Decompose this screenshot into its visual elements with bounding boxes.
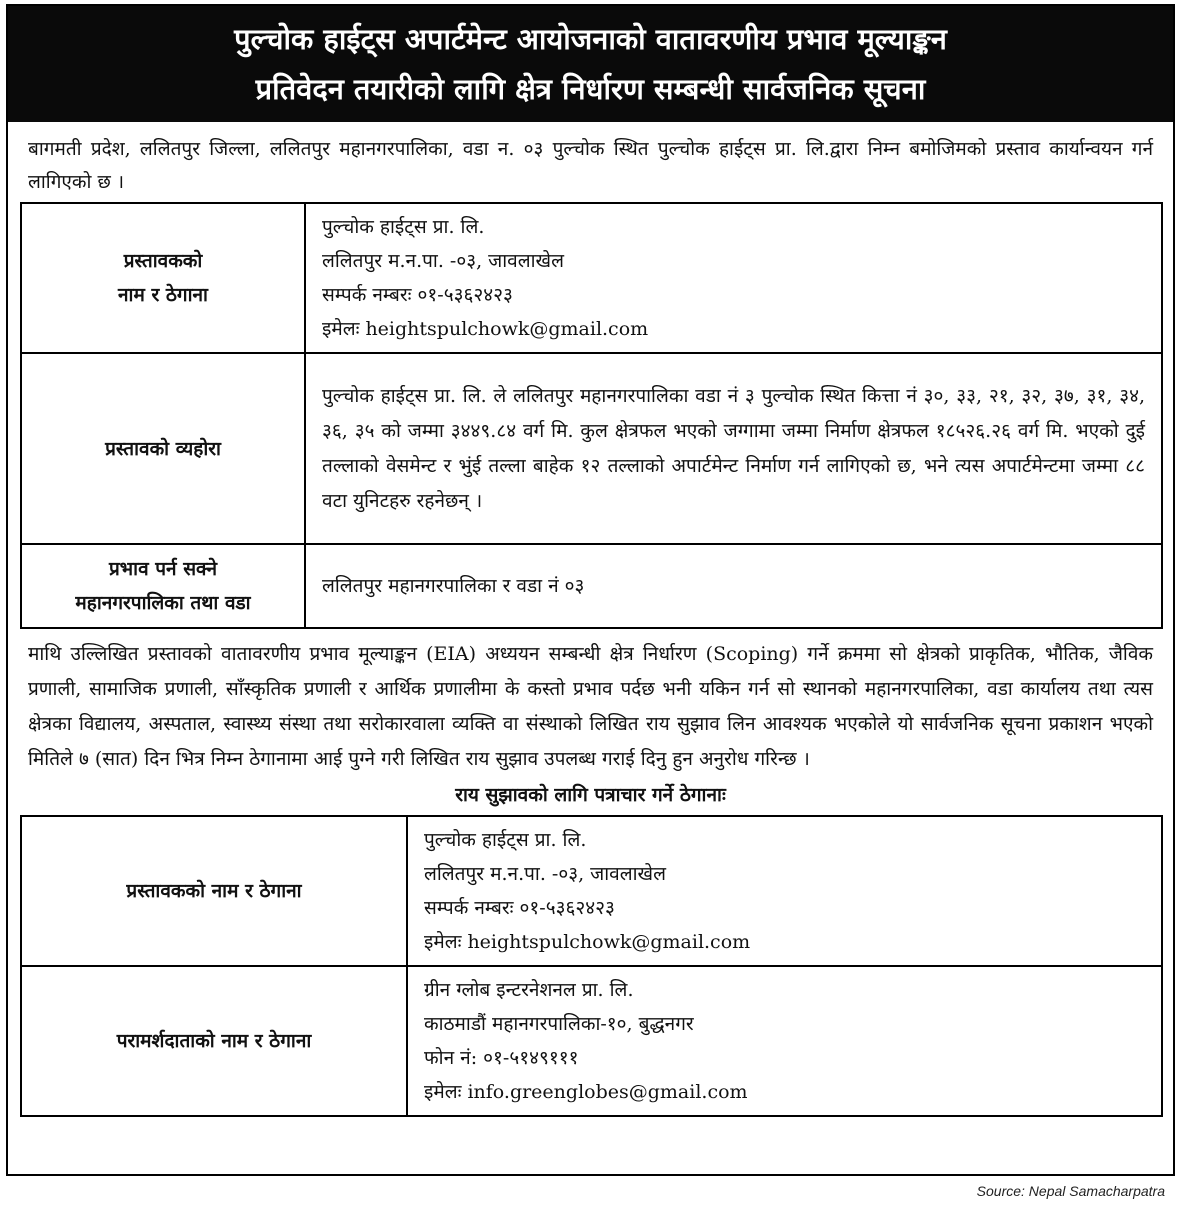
consultant-phone: फोन नं: ०१-५१४९१११ [424, 1047, 579, 1069]
intro-paragraph: बागमती प्रदेश, ललितपुर जिल्ला, ललितपुर महानगरपालिका, वडा न. ०३ पुल्चोक स्थित पुल्चोक हाईट्स प्रा. लि.द्वारा निम्न बमोजिमको प्रस्ताव कार्यान्वयन गर्न लागिएको छ । [28, 138, 1153, 193]
proposer-label-line-2: नाम र ठेगाना [118, 284, 208, 306]
proposer-email: इमेलः heightspulchowk@gmail.com [322, 318, 649, 340]
source-credit: Source: Nepal Samacharpatra [976, 1183, 1165, 1199]
description-text: पुल्चोक हाईट्स प्रा. लि. ले ललितपुर महानगरपालिका वडा नं ३ पुल्चोक स्थित कित्ता नं ३०, ३३, २१, ३२, ३७, ३१, ३४, ३६, ३५ को जम्मा ३४४९.८४ वर्ग मि. कुल क्षेत्रफल भएको जग्गामा जम्मा निर्माण क्षेत्रफल १८५२६.२६ वर्ग मि. भएको दुई तल्लाको वेसमेन्ट र भुंई तल्ला बाहेक १२ तल्लाको अपार्टमेन्ट निर्माण गर्न लागिएको छ, भने त्यस अपार्टमेन्टमा जम्मा ८८ वटा युनिटहरु रहनेछन् । [305, 353, 1162, 544]
header-title-line-2: प्रतिवेदन तयारीको लागि क्षेत्र निर्धारण सम्बन्धी सार्वजनिक सूचना [255, 72, 926, 106]
description-label: प्रस्तावको व्यहोरा [21, 353, 305, 544]
proposer-details [305, 203, 1162, 353]
table-row [21, 966, 1162, 1116]
consultant-details [407, 966, 1162, 1116]
table-row [21, 544, 1162, 628]
contact-proposer-address: ललितपुर म.न.पा. -०३, जावलाखेल [424, 863, 666, 885]
header-title-line-1: पुल्चोक हाईट्स अपार्टमेन्ट आयोजनाको वातावरणीय प्रभाव मूल्याङ्कन [234, 22, 947, 56]
affected-area-label [21, 544, 305, 628]
proposer-label [21, 203, 305, 353]
proposer-name: पुल्चोक हाईट्स प्रा. लि. [322, 216, 485, 238]
contact-proposer-details [407, 816, 1162, 966]
contact-proposer-phone: सम्पर्क नम्बरः ०१-५३६२४२३ [424, 897, 615, 919]
consultant-address: काठमाडौं महानगरपालिका-१०, बुद्धनगर [424, 1013, 694, 1035]
contact-table [20, 815, 1163, 1117]
table-row [21, 203, 1162, 353]
affected-area-value: ललितपुर महानगरपालिका र वडा नं ०३ [305, 544, 1162, 628]
proposer-phone: सम्पर्क नम्बरः ०१-५३६२४२३ [322, 284, 513, 306]
proposer-address: ललितपुर म.न.पा. -०३, जावलाखेल [322, 250, 564, 272]
public-notice [6, 4, 1175, 1176]
consultant-name: ग्रीन ग्लोब इन्टरनेशनल प्रा. लि. [424, 979, 634, 1001]
contact-heading: राय सुझावको लागि पत्राचार गर्ने ठेगानाः [455, 784, 726, 806]
consultant-email: इमेलः info.greenglobes@gmail.com [424, 1081, 748, 1103]
table-row [21, 816, 1162, 966]
table-row [21, 353, 1162, 544]
proposal-table [20, 202, 1163, 629]
consultant-label: परामर्शदाताको नाम र ठेगाना [21, 966, 407, 1116]
affected-label-line-2: महानगरपालिका तथा वडा [75, 592, 251, 614]
contact-proposer-name: पुल्चोक हाईट्स प्रा. लि. [424, 829, 587, 851]
proposer-label-line-1: प्रस्तावकको [123, 250, 203, 272]
notice-header [8, 6, 1173, 122]
affected-label-line-1: प्रभाव पर्न सक्ने [108, 558, 218, 580]
body-paragraph: माथि उल्लिखित प्रस्तावको वातावरणीय प्रभाव मूल्याङ्कन (EIA) अध्ययन सम्बन्धी क्षेत्र निर्धारण (Scoping) गर्ने क्रममा सो क्षेत्रको प्राकृतिक, भौतिक, जैविक प्रणाली, सामाजिक प्रणाली, साँस्कृतिक प्रणाली र आर्थिक प्रणालीमा के कस्तो प्रभाव पर्दछ भनी यकिन गर्न सो स्थानको महानगरपालिका, वडा कार्यालय तथा त्यस क्षेत्रका विद्यालय, अस्पताल, स्वास्थ्य संस्था तथा सरोकारवाला व्यक्ति वा संस्थाको लिखित राय सुझाव लिन आवश्यक भएकोले यो सार्वजनिक सूचना प्रकाशन भएको मितिले ७ (सात) दिन भित्र निम्न ठेगानामा आई पुग्ने गरी लिखित राय सुझाव उपलब्ध गराई दिनु हुन अनुरोध गरिन्छ । [28, 643, 1153, 770]
contact-proposer-email: इमेलः heightspulchowk@gmail.com [424, 931, 751, 953]
contact-proposer-label: प्रस्तावकको नाम र ठेगाना [21, 816, 407, 966]
